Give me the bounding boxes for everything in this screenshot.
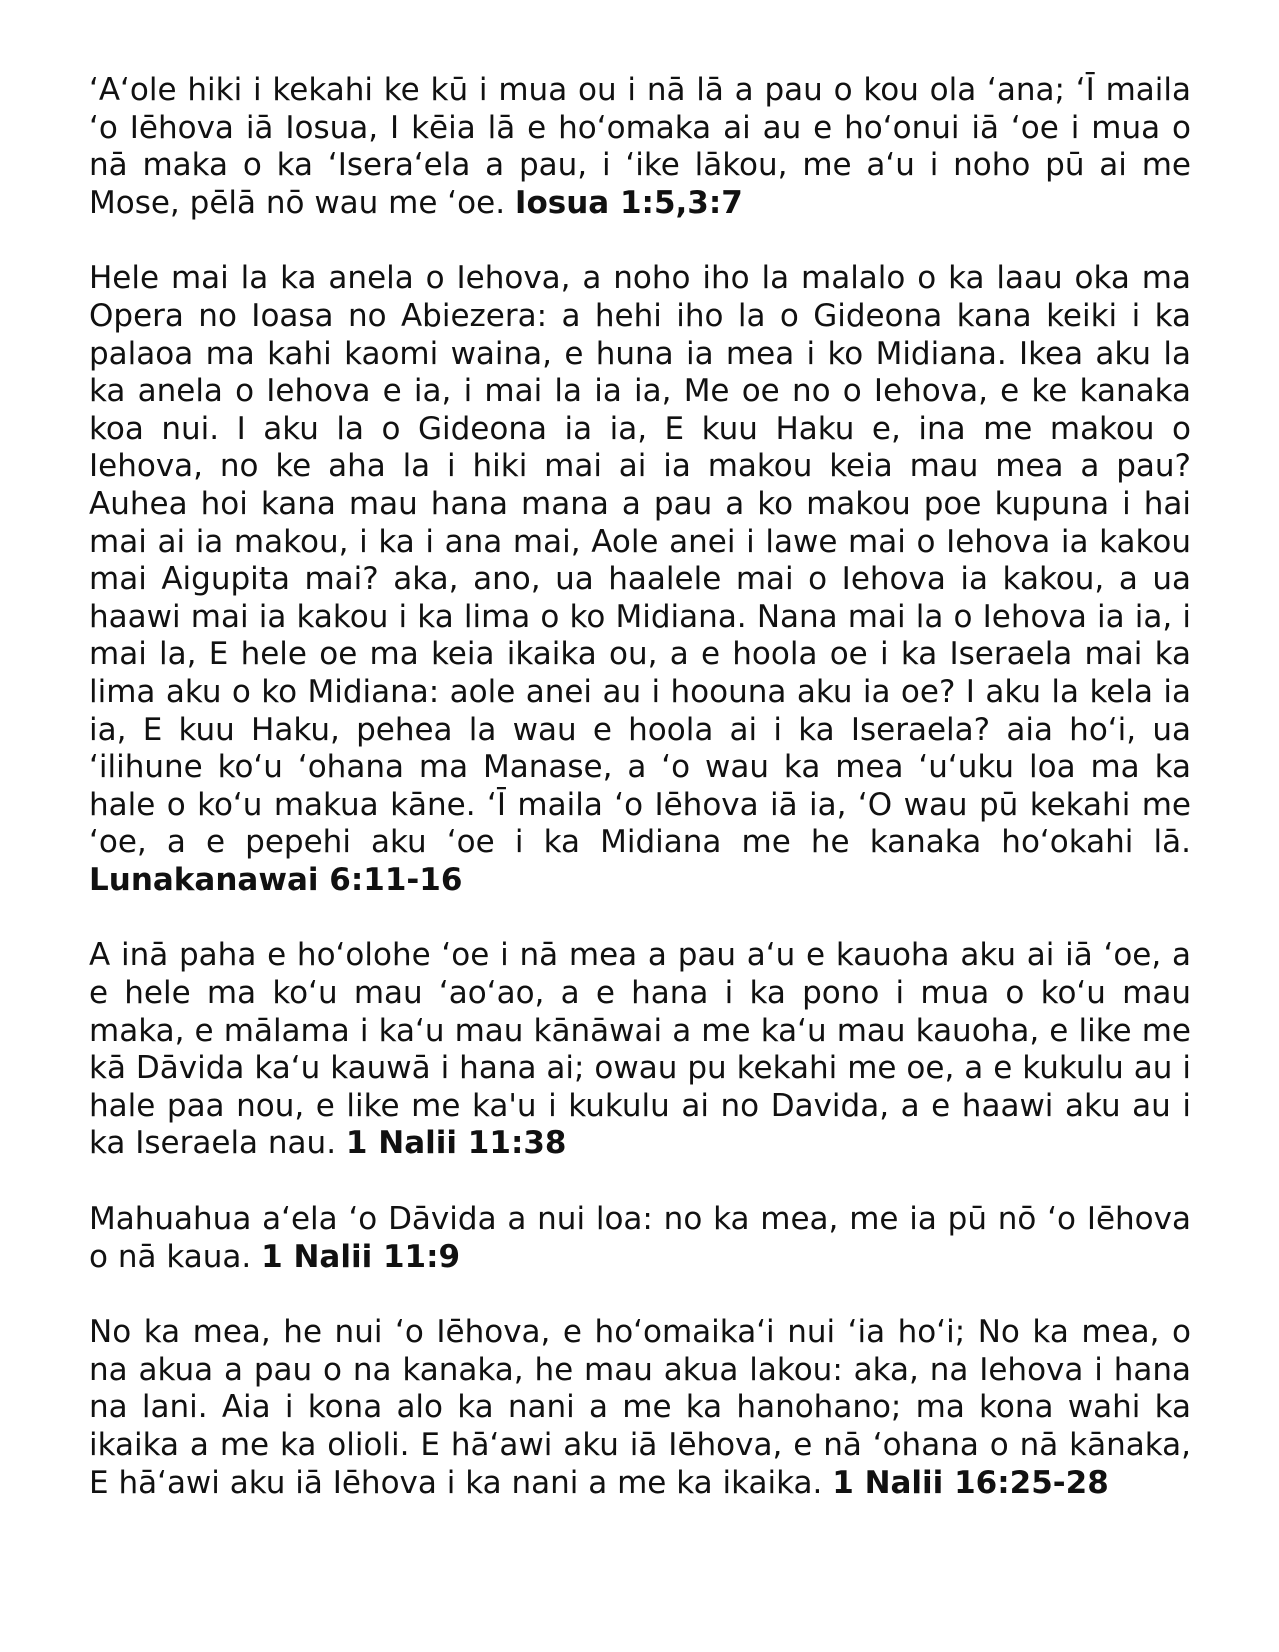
scripture-reference: Lunakanawai 6:11-16 bbox=[89, 861, 463, 898]
scripture-reference: 1 Nalii 11:38 bbox=[345, 1125, 567, 1162]
passage-text: No ka mea, he nui ʻo Iēhova, e hoʻomaikaʻi nui ʻia hoʻi; No ka mea, o na akua a pau o na kanaka, he mau akua lakou: aka, na Iehova i hana na lani. Aia i kona alo ka nani a me ka hanohano; ma kona wahi ka ikaika a me ka olioli. E hāʻawi aku iā Iēhova, e nā ʻohana o nā kānaka, E hāʻawi aku iā Iēhova i ka nani a me ka ikaika. bbox=[89, 1314, 1191, 1501]
scripture-passage bbox=[89, 937, 1191, 1163]
scripture-passage bbox=[89, 72, 1191, 222]
scripture-reference: 1 Nalii 11:9 bbox=[261, 1238, 461, 1275]
scripture-reference: Iosua 1:5,3:7 bbox=[514, 184, 743, 221]
passage-text: Mahuahua aʻela ʻo Dāvida a nui loa: no ka mea, me ia pū nō ʻo Iēhova o nā kaua. bbox=[89, 1201, 1191, 1275]
passage-text: A inā paha e hoʻolohe ʻoe i nā mea a pau aʻu e kauoha aku ai iā ʻoe, a e hele ma koʻu mau ʻaoʻao, a e hana i ka pono i mua o koʻu mau maka, e mālama i kaʻu mau kānāwai a me kaʻu mau kauoha, e like me kā Dāvida kaʻu kauwā i hana ai; owau pu kekahi me oe, a e kukulu au i hale paa nou, e like me ka'u i kukulu ai no Davida, a e haawi aku au i ka Iseraela nau. bbox=[89, 937, 1191, 1162]
passage-text: Hele mai la ka anela o Iehova, a noho iho la malalo o ka laau oka ma Opera no Ioasa no Abiezera: a hehi iho la o Gideona kana keiki i ka palaoa ma kahi kaomi waina, e huna ia mea i ko Midiana. Ikea aku la ka anela o Iehova e ia, i mai la ia ia, Me oe no o Iehova, e ke kanaka koa nui. I aku la o Gideona ia ia, E kuu Haku e, ina me makou o Iehova, no ke aha la i hiki mai ai ia makou keia mau mea a pau? Auhea hoi kana mau hana mana a pau a ko makou poe kupuna i hai mai ai ia makou, i ka i ana mai, Aole anei i lawe mai o Iehova ia kakou mai Aigupita mai? aka, ano, ua haalele mai o Iehova ia kakou, a ua haawi mai ia kakou i ka lima o ko Midiana. Nana mai la o Iehova ia ia, i mai la, E hele oe ma keia ikaika ou, a e hoola oe i ka Iseraela mai ka lima aku o ko Midiana: aole anei au i hoouna aku ia oe? I aku la kela ia ia, E kuu Haku, pehea la wau e hoola ai i ka Iseraela? aia hoʻi, ua ʻilihune koʻu ʻohana ma Manase, a ʻo wau ka mea ʻuʻuku loa ma ka hale o koʻu makua kāne. ʻĪ maila ʻo Iēhova iā ia, ʻO wau pū kekahi me ʻoe, a e pepehi aku ʻoe i ka Midiana me he kanaka hoʻokahi lā. bbox=[89, 260, 1191, 861]
passage-text: ʻAʻole hiki i kekahi ke kū i mua ou i nā lā a pau o kou ola ʻana; ʻĪ maila ʻo Iēhova iā Iosua, I kēia lā e hoʻomaka ai au e hoʻonui iā ʻoe i mua o nā maka o ka ʻIseraʻela a pau, i ʻike lākou, me aʻu i noho pū ai me Mose, pēlā nō wau me ʻoe. bbox=[89, 72, 1191, 221]
scripture-passage bbox=[89, 1314, 1191, 1502]
scripture-passage bbox=[89, 260, 1191, 899]
scripture-passage bbox=[89, 1201, 1191, 1276]
scripture-reference: 1 Nalii 16:25-28 bbox=[832, 1464, 1109, 1501]
